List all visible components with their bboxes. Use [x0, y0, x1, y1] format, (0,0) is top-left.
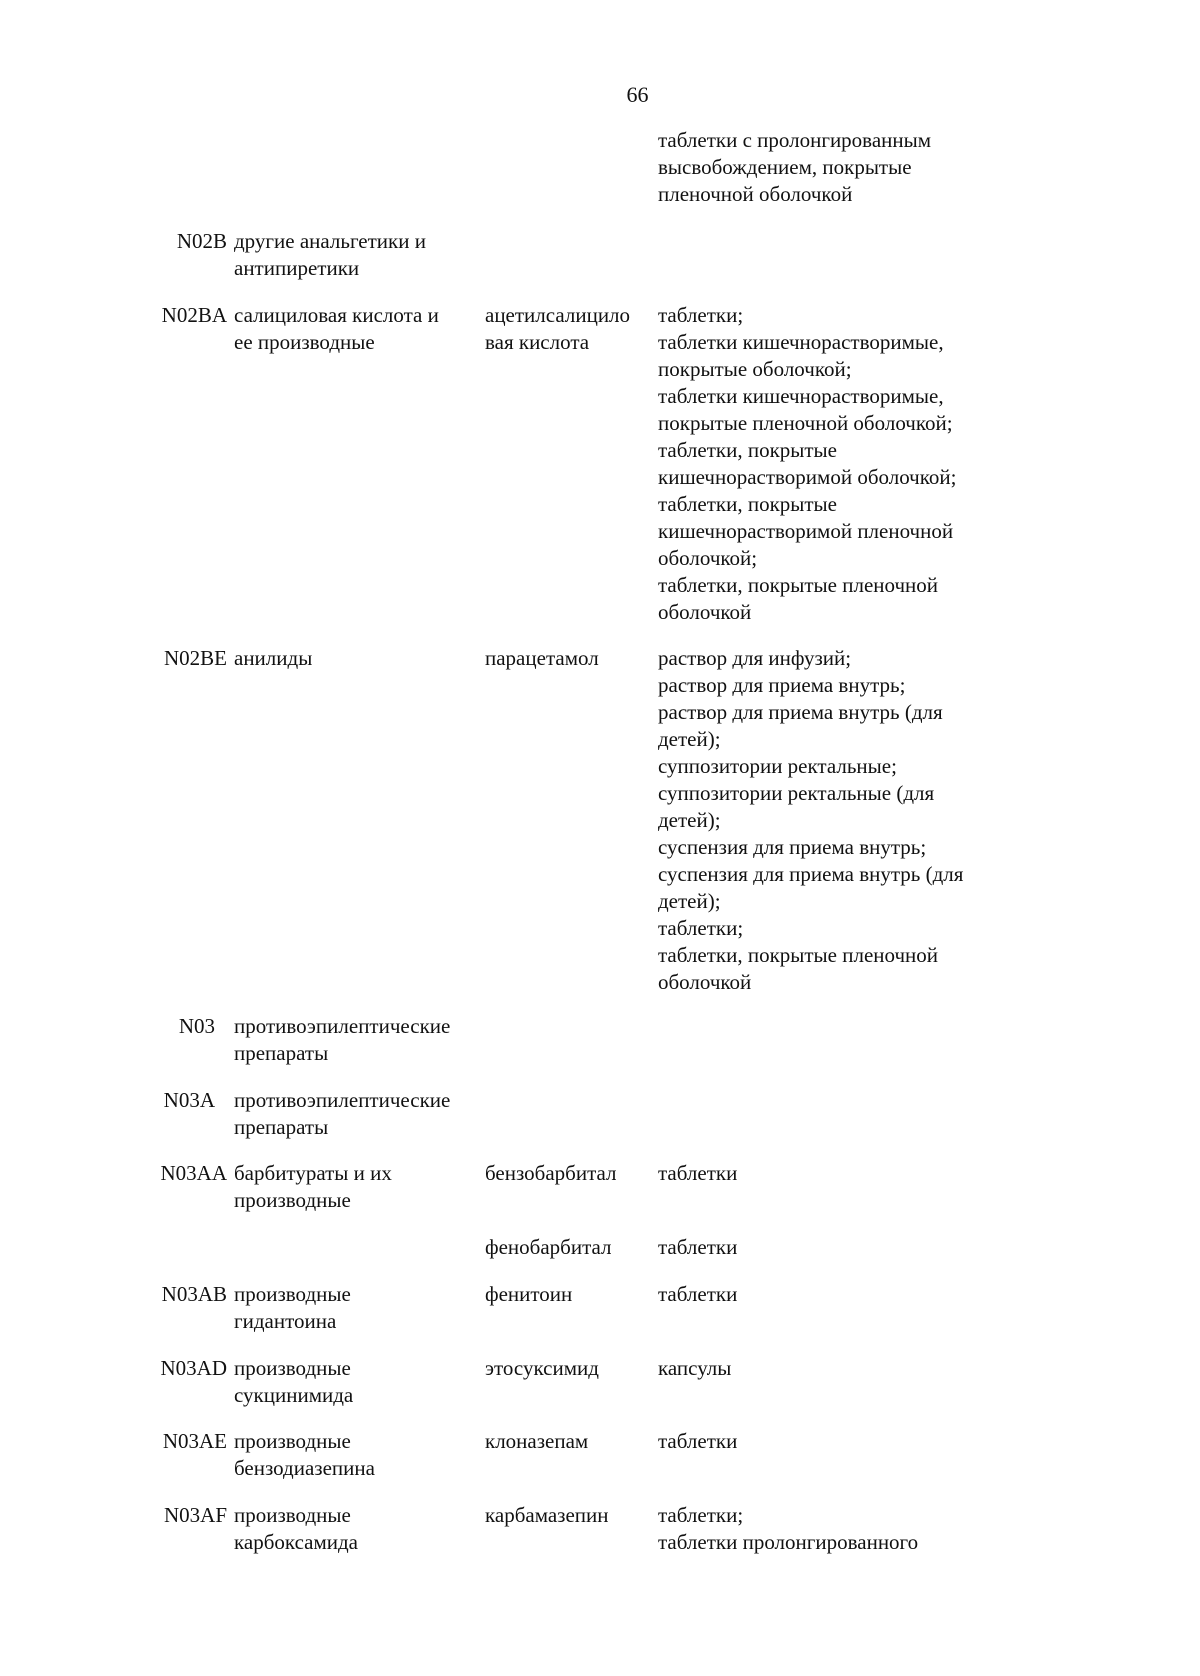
group-line: карбоксамида	[234, 1530, 359, 1554]
atc-code: N03A	[163, 1088, 215, 1112]
dosage-forms	[658, 1502, 1018, 1556]
drug-name	[485, 1502, 655, 1529]
atc-code: N02BA	[161, 303, 227, 327]
dosage-form-line: таблетки	[658, 1282, 738, 1306]
drug-name	[485, 1355, 655, 1382]
dosage-form-line: таблетки, покрытые пленочной	[658, 943, 939, 967]
pharmacological-group	[234, 1355, 484, 1409]
pharmacological-group	[234, 1502, 484, 1556]
dosage-forms	[658, 127, 1018, 208]
drug-name	[485, 302, 655, 356]
group-line: производные	[234, 1356, 351, 1380]
group-line: противоэпилептические	[234, 1014, 451, 1038]
drug-name	[485, 1234, 655, 1261]
atc-code: N02BE	[164, 646, 227, 670]
drug-line: фенобарбитал	[485, 1235, 612, 1259]
dosage-forms	[658, 1234, 1018, 1261]
dosage-form-line: таблетки	[658, 1235, 738, 1259]
dosage-form-line: таблетки с пролонгированным	[658, 128, 932, 152]
dosage-form-line: раствор для приема внутрь (для	[658, 700, 943, 724]
dosage-form-line: покрытые пленочной оболочкой;	[658, 411, 953, 435]
drug-line: бензобарбитал	[485, 1161, 617, 1185]
page-number: 66	[626, 82, 649, 107]
group-line: бензодиазепина	[234, 1456, 375, 1480]
dosage-form-line: таблетки	[658, 1429, 738, 1453]
group-line: сукцинимида	[234, 1383, 354, 1407]
dosage-form-line: таблетки;	[658, 1503, 744, 1527]
dosage-form-line: таблетки, покрытые	[658, 438, 837, 462]
drug-line: ацетилсалицило	[485, 303, 631, 327]
group-line: салициловая кислота и	[234, 303, 439, 327]
dosage-form-line: раствор для инфузий;	[658, 646, 852, 670]
drug-name	[485, 645, 655, 672]
drug-name	[485, 1428, 655, 1455]
drug-line: карбамазепин	[485, 1503, 609, 1527]
group-line: противоэпилептические	[234, 1088, 451, 1112]
drug-line: парацетамол	[485, 646, 599, 670]
atc-code: N03AA	[160, 1161, 227, 1185]
pharmacological-group	[234, 302, 484, 356]
group-line: барбитураты и их	[234, 1161, 392, 1185]
pharmacological-group	[234, 1428, 484, 1482]
dosage-form-line: таблетки, покрытые пленочной	[658, 573, 939, 597]
group-line: анилиды	[234, 646, 313, 670]
group-line: другие анальгетики и	[234, 229, 426, 253]
group-line: антипиретики	[234, 256, 360, 280]
group-line: производные	[234, 1188, 351, 1212]
dosage-form-line: капсулы	[658, 1356, 732, 1380]
dosage-form-line: кишечнорастворимой оболочкой;	[658, 465, 957, 489]
drug-line: этосуксимид	[485, 1356, 599, 1380]
pharmacological-group	[234, 1087, 484, 1141]
drug-name	[485, 1281, 655, 1308]
dosage-form-line: суспензия для приема внутрь (для	[658, 862, 964, 886]
dosage-form-line: оболочкой;	[658, 546, 758, 570]
atc-code: N03AD	[160, 1356, 227, 1380]
group-line: производные	[234, 1282, 351, 1306]
drug-line: фенитоин	[485, 1282, 573, 1306]
dosage-form-line: кишечнорастворимой пленочной	[658, 519, 954, 543]
dosage-form-line: высвобождением, покрытые	[658, 155, 912, 179]
pharmacological-group	[234, 1160, 484, 1214]
dosage-form-line: суппозитории ректальные (для	[658, 781, 935, 805]
pharmacological-group	[234, 1281, 484, 1335]
dosage-forms	[658, 1160, 1018, 1187]
group-line: препараты	[234, 1115, 329, 1139]
pharmacological-group	[234, 1013, 484, 1067]
atc-code: N02B	[176, 229, 227, 253]
dosage-form-line: детей);	[658, 727, 721, 751]
group-line: производные	[234, 1429, 351, 1453]
drug-line: клоназепам	[485, 1429, 589, 1453]
dosage-form-line: детей);	[658, 808, 721, 832]
group-line: гидантоина	[234, 1309, 337, 1333]
group-line: производные	[234, 1503, 351, 1527]
dosage-form-line: суппозитории ректальные;	[658, 754, 897, 778]
dosage-form-line: таблетки, покрытые	[658, 492, 837, 516]
group-line: ее производные	[234, 330, 375, 354]
dosage-form-line: суспензия для приема внутрь;	[658, 835, 927, 859]
dosage-form-line: таблетки кишечнорастворимые,	[658, 330, 944, 354]
dosage-form-line: таблетки;	[658, 916, 744, 940]
atc-code: N03	[178, 1014, 215, 1038]
group-line: препараты	[234, 1041, 329, 1065]
dosage-forms	[658, 1355, 1018, 1382]
dosage-form-line: таблетки пролонгированного	[658, 1530, 919, 1554]
dosage-forms	[658, 302, 1018, 626]
dosage-form-line: таблетки кишечнорастворимые,	[658, 384, 944, 408]
dosage-form-line: таблетки	[658, 1161, 738, 1185]
atc-code: N03AE	[162, 1429, 227, 1453]
dosage-forms	[658, 1281, 1018, 1308]
atc-code: N03AF	[163, 1503, 227, 1527]
dosage-forms	[658, 1428, 1018, 1455]
dosage-form-line: покрытые оболочкой;	[658, 357, 852, 381]
drug-line: вая кислота	[485, 330, 590, 354]
dosage-form-line: оболочкой	[658, 600, 752, 624]
dosage-forms	[658, 645, 1018, 996]
pharmacological-group	[234, 645, 484, 672]
atc-code: N03AB	[161, 1282, 227, 1306]
dosage-form-line: оболочкой	[658, 970, 752, 994]
drug-name	[485, 1160, 655, 1187]
pharmacological-group	[234, 228, 484, 282]
dosage-form-line: пленочной оболочкой	[658, 182, 853, 206]
dosage-form-line: детей);	[658, 889, 721, 913]
dosage-form-line: таблетки;	[658, 303, 744, 327]
dosage-form-line: раствор для приема внутрь;	[658, 673, 906, 697]
